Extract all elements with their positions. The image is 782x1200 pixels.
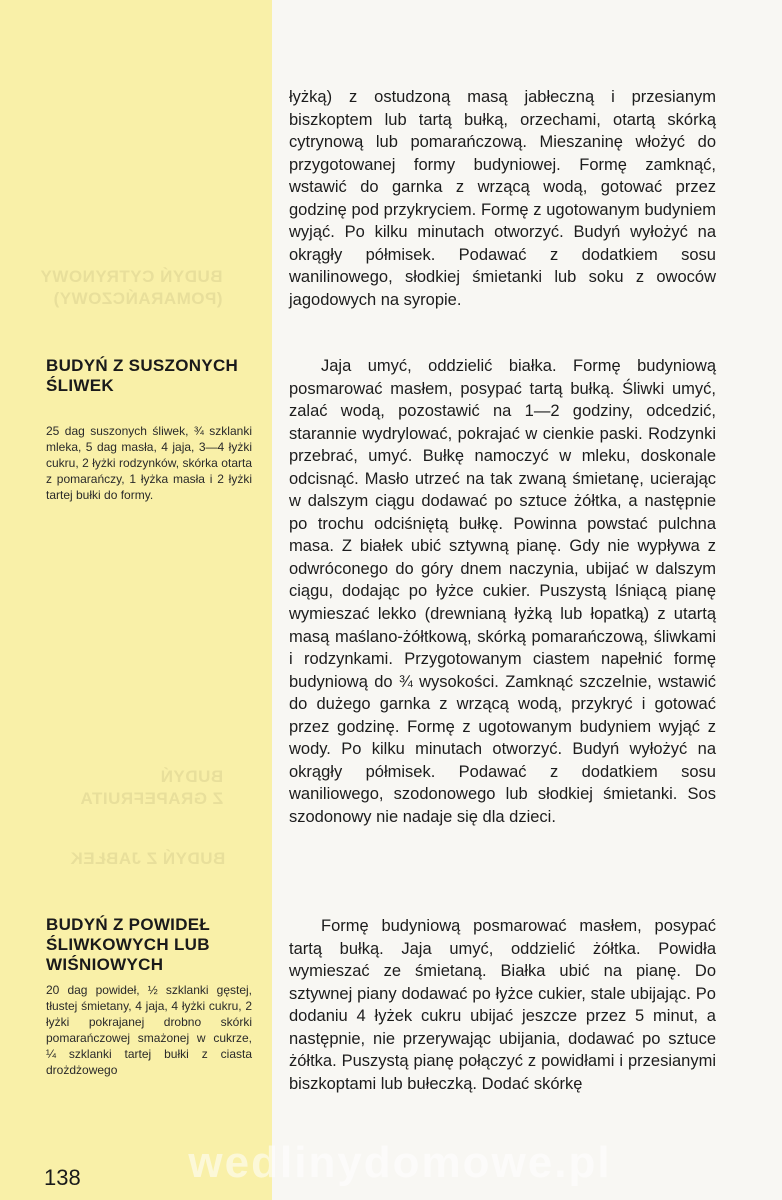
body-paragraph: Jaja umyć, oddzielić białka. Formę budyniową posmarować masłem, posypać tartą bułką. Śliwki umyć, zalać wodą, pozostawić na 1—2 godziny, odcedzić, starannie wydrylować, pokrajać w cienkie paski. Rodzynki przebrać, umyć. Bułkę namoczyć w mleku, doskonale odcisnąć. Masło utrzeć na tak zwaną śmietanę, ucierając w dalszym ciągu dodawać po sztuce żółtka, a następnie po trochu odciśniętą bułkę. Powinna powstać pulchna masa. Z białek ubić sztywną pianę. Gdy nie wypływa z odwróconego do góry dnem naczynia, ubijać w dalszym ciągu, dodając po łyżce cukier. Puszystą lśniącą pianę wymieszać lekko (drewnianą łyżką lub łopatką) z utartą masą maślano-żółtkową, skórką pomarańczową, śliwkami i rodzynkami. Przygotowanym ciastem napełnić formę budyniową do ¾ wysokości. Zamknąć szczelnie, wstawić do dużego garnka z wrzącą wodą, przykryć i gotować przez godzinę. Formę z ugotowanym budyniem wyjąć z wody. Po kilku minutach otworzyć. Budyń wyłożyć na okrągły półmisek. Podawać z dodatkiem sosu waniliowego, szodonowego lub słodkiej śmietanki. Sos szodonowy nie nadaje się dla dzieci. xyxy=(289,357,716,826)
show-through-heading: BUDYŃ Z GRAPEFRUITA xyxy=(80,767,224,808)
recipe-title: BUDYŃ Z SUSZONYCH ŚLIWEK xyxy=(46,356,239,395)
recipe-ingredients: 25 dag suszonych śliwek, ¾ szklanki mleka, 5 dag masła, 4 jaja, 3—4 łyżki cukru, 2 łyżki rodzynków, skórka otarta z pomarańczy, 1 łyżka masła i 2 łyżki tartej bułki do formy. xyxy=(46,424,252,502)
watermark: wedlinydomowe.pl xyxy=(188,1138,612,1187)
recipe-ingredients: 20 dag powideł, ½ szklanki gęstej, tłustej śmietany, 4 jaja, 4 łyżki cukru, 2 łyżki pokrajanej drobno skórki pomarańczowej smażonej w cukrze, ¼ szklanki tartej bułki z ciasta drożdżowego xyxy=(46,983,252,1077)
body-paragraph: łyżką) z ostudzoną masą jabłeczną i przesianym biszkoptem lub tartą bułką, orzechami, otartą skórką cytrynową lub pomarańczową. Mieszaninę włożyć do przygotowanej formy budyniowej. Formę zamknąć, wstawić do garnka z wrzącą wodą, gotować przez godzinę pod przykryciem. Formę z ugotowanym budyniem wyjąć. Po kilku minutach otworzyć. Budyń wyłożyć na okrągły półmisek. Podawać z dodatkiem sosu wanilinowego, słodkiej śmietanki lub soku z owoców jagodowych na syropie. xyxy=(289,88,716,309)
show-through-heading: BUDYŃ Z JABŁEK xyxy=(70,849,226,868)
show-through-heading: BUDYŃ CYTRYNOWY (POMARAŃCZOWY) xyxy=(40,267,223,308)
page-number: 138 xyxy=(44,1165,81,1190)
recipe-title: BUDYŃ Z POWIDEŁ ŚLIWKOWYCH LUB WIŚNIOWYCH xyxy=(46,915,211,974)
body-paragraph: Formę budyniową posmarować masłem, posypać tartą bułką. Jaja umyć, oddzielić żółtka. Powidła wymieszać ze śmietaną. Białka ubić na pianę. Do sztywnej piany dodawać po łyżce cukier, stale ubijając. Po dodaniu 4 łyżek cukru ubijać jeszcze przez 5 minut, a następnie, nie przerywając ubijania, dodawać po sztuce żółtka. Puszystą pianę połączyć z powidłami i przesianymi biszkoptami lub bułeczką. Dodać skórkę xyxy=(289,917,716,1093)
